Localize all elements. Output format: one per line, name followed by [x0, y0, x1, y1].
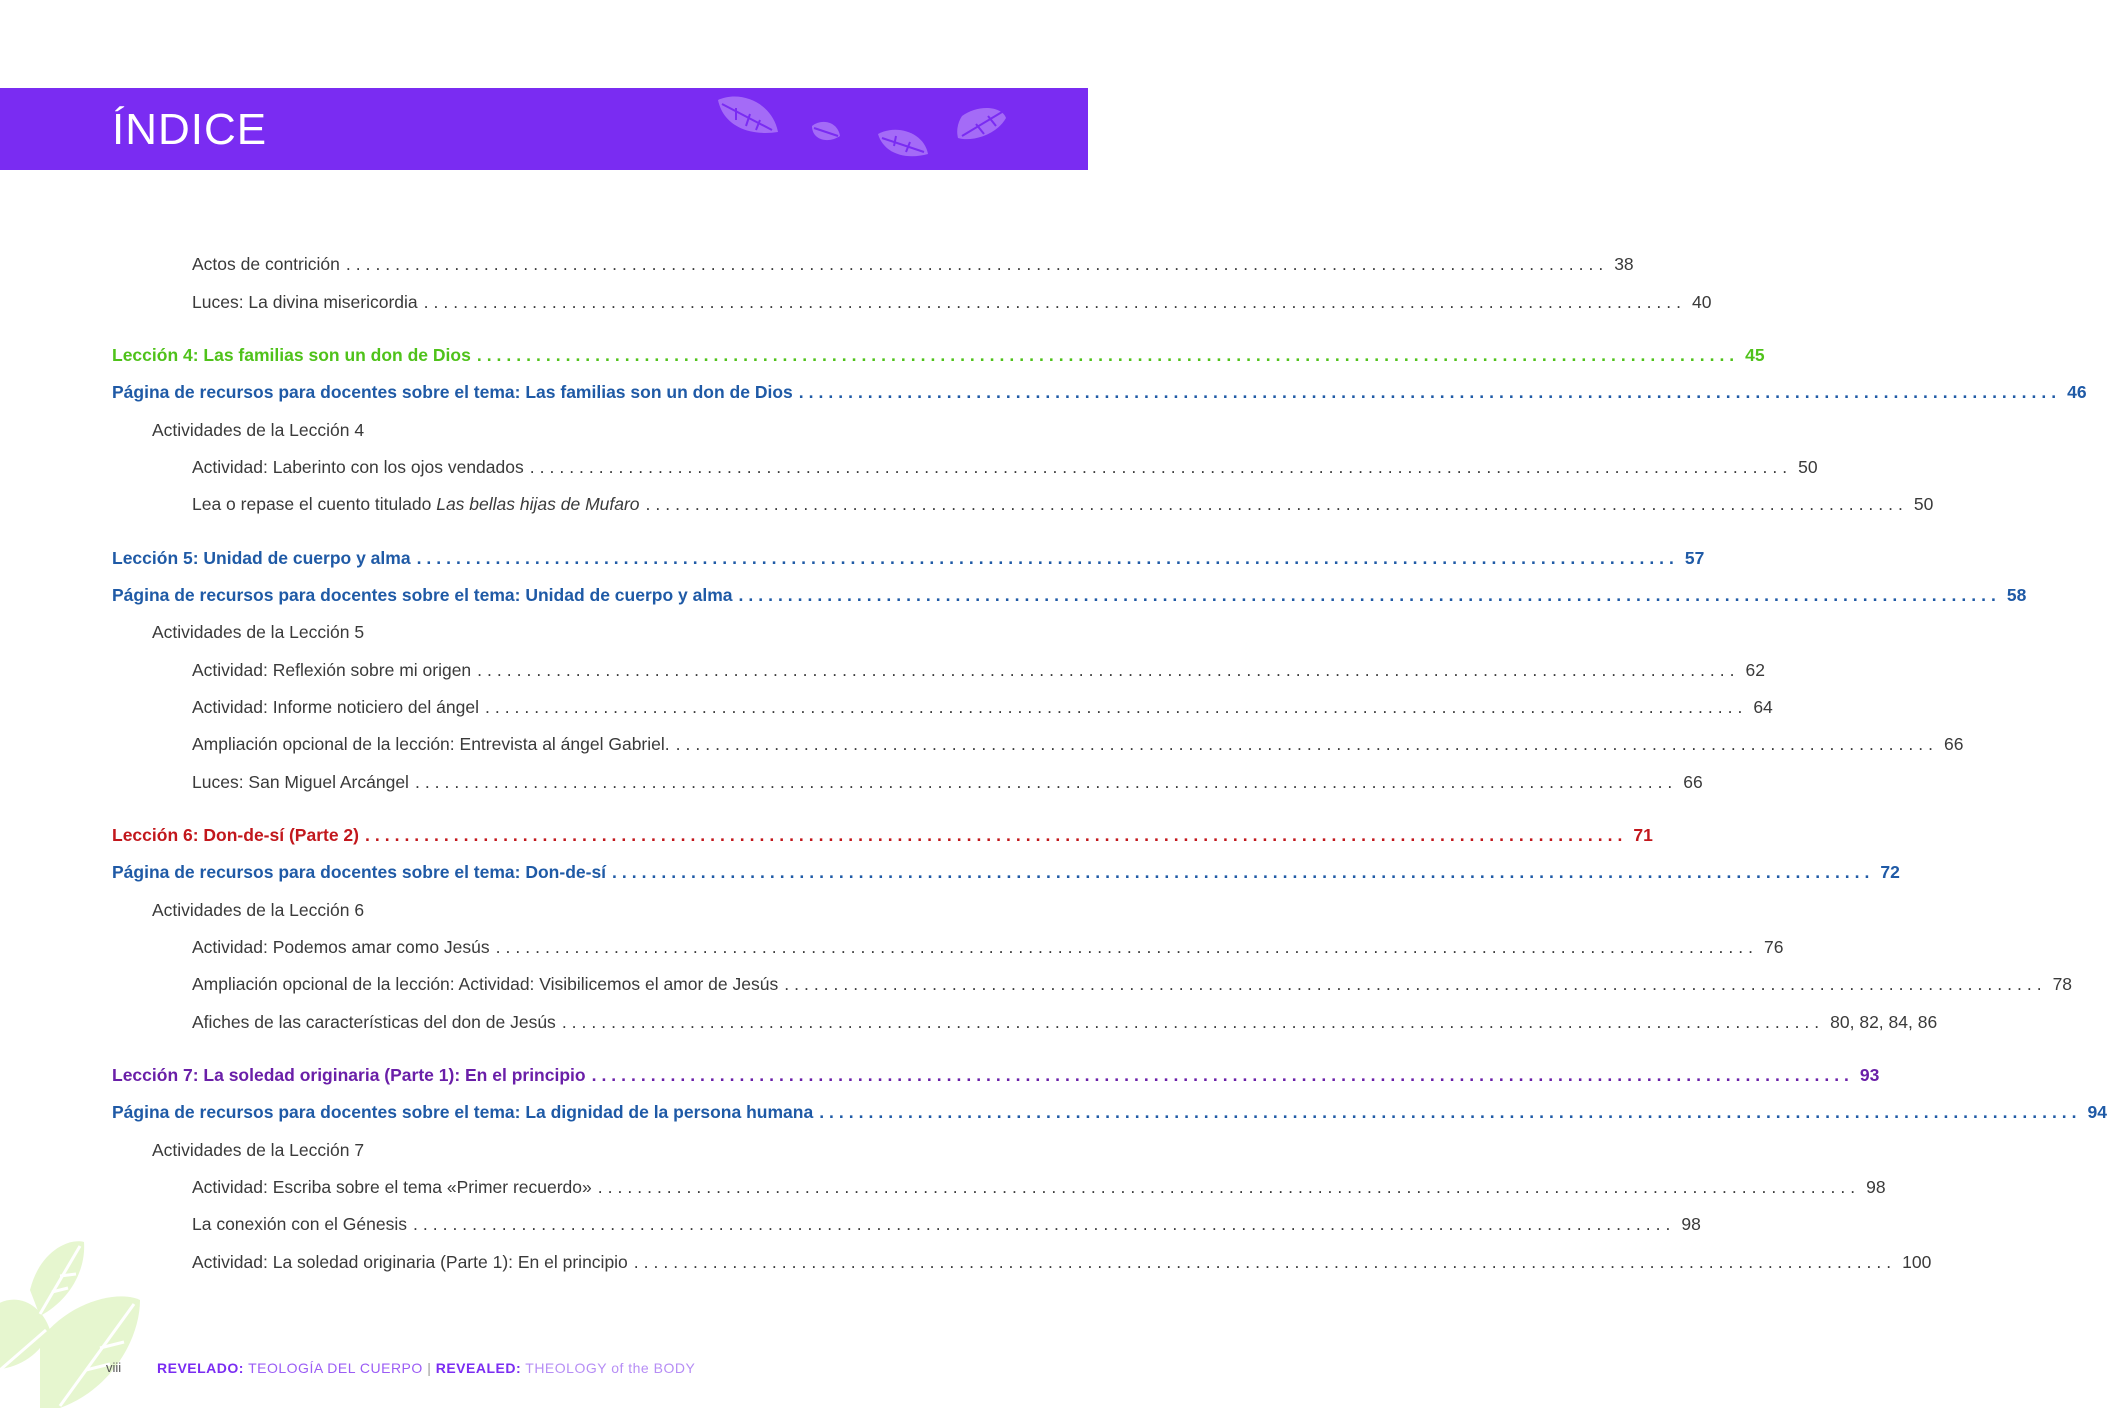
toc-lesson[interactable] — [112, 546, 1705, 570]
toc-entry-page: 93 — [1859, 1065, 1880, 1085]
toc-leader: ................................................................................................................................ — [591, 1065, 1854, 1085]
toc-entry-page: 98 — [1681, 1214, 1701, 1234]
toc-entry-page: 94 — [2087, 1102, 2107, 1122]
toc-lesson[interactable] — [112, 823, 1653, 847]
corner-leaf-icon — [0, 1230, 150, 1408]
toc-entry[interactable] — [192, 1250, 1932, 1274]
toc-entry-label: Página de recursos para docentes sobre el tema: La dignidad de la persona humana — [112, 1102, 814, 1122]
toc-entry[interactable] — [192, 1212, 1701, 1236]
toc-entry-label: Ampliación opcional de la lección: Entrevista al ángel Gabriel. — [192, 734, 670, 754]
toc-entry-label: Actividades de la Lección 4 — [152, 420, 365, 440]
toc-entry-page: 71 — [1633, 825, 1653, 845]
toc-leader: ................................................................................................................................ — [495, 937, 1758, 957]
toc-entry-label: Ampliación opcional de la lección: Actividad: Visibilicemos el amor de Jesús — [192, 974, 779, 994]
toc-entry-page: 62 — [1745, 660, 1765, 680]
toc-leader: ................................................................................................................................ — [414, 772, 1678, 792]
toc-entry-page: 66 — [1683, 772, 1703, 792]
toc-entry[interactable] — [192, 290, 1712, 314]
toc-resource[interactable] — [112, 1100, 2107, 1124]
toc-leader: ................................................................................................................................ — [645, 494, 1908, 514]
toc-leader: ................................................................................................................................ — [561, 1012, 1825, 1032]
toc-resource[interactable] — [112, 860, 1900, 884]
toc-leader: ................................................................................................................................ — [612, 862, 1875, 882]
toc-leader: ................................................................................................................................ — [819, 1102, 2082, 1122]
toc-entry-label: Actividad: Reflexión sobre mi origen — [192, 660, 472, 680]
toc-entry-page: 58 — [2006, 585, 2027, 605]
toc-entry-page: 98 — [1866, 1177, 1886, 1197]
toc-entry[interactable] — [192, 252, 1634, 276]
toc-entry-label: Luces: La divina misericordia — [192, 292, 418, 312]
leaf-decoration-icon — [700, 88, 1030, 170]
toc-entry-label: Actividad: Podemos amar como Jesús — [192, 937, 490, 957]
toc-resource[interactable] — [112, 583, 2027, 607]
toc-entry-label: Actividad: Escriba sobre el tema «Primer recuerdo» — [192, 1177, 592, 1197]
brand-en-bold: REVEALED: — [435, 1360, 522, 1376]
toc-entry-label-title: Las bellas hijas de Mufaro — [436, 494, 640, 514]
toc-entry-label: La conexión con el Génesis — [192, 1214, 407, 1234]
toc-entry-label: Actividad: La soledad originaria (Parte 1): En el principio — [192, 1252, 628, 1272]
toc-section[interactable] — [152, 620, 976, 644]
toc-entry-label: Afiches de las características del don de Jesús — [192, 1012, 556, 1032]
toc-leader: ................................................................................................................................ — [798, 382, 2062, 402]
toc-entry-page: 80, 82, 84, 86 — [1830, 1012, 1938, 1032]
toc-resource[interactable] — [112, 380, 2087, 404]
toc-entry-page: 64 — [1753, 697, 1773, 717]
toc-entry-page: 100 — [1902, 1252, 1932, 1272]
toc-entry-page: 76 — [1763, 937, 1784, 957]
toc-entry-label: Lección 4: Las familias son un don de Dios — [112, 345, 471, 365]
toc-entry-label: Lección 5: Unidad de cuerpo y alma — [112, 548, 411, 568]
toc-entry-label: Actividad: Informe noticiero del ángel — [192, 697, 479, 717]
toc-entry-page: 66 — [1943, 734, 1964, 754]
toc-entry-page: 38 — [1614, 254, 1634, 274]
brand-en: THEOLOGY of the BODY — [525, 1360, 696, 1376]
toc-leader: ................................................................................................................................ — [675, 734, 1938, 754]
toc-section[interactable] — [152, 418, 976, 442]
toc-leader: ................................................................................................................................ — [784, 974, 2047, 994]
toc-leader: ................................................................................................................................ — [477, 660, 1740, 680]
toc-entry-page: 50 — [1913, 494, 1934, 514]
toc-entry[interactable] — [192, 455, 1818, 479]
toc-section[interactable] — [152, 1138, 976, 1162]
toc-entry[interactable] — [192, 770, 1703, 794]
toc-leader: ................................................................................................................................ — [413, 1214, 1676, 1234]
toc-entry[interactable] — [192, 695, 1773, 719]
toc-entry-page: 40 — [1692, 292, 1712, 312]
toc-entry[interactable] — [192, 935, 1784, 959]
toc-entry-label: Luces: San Miguel Arcángel — [192, 772, 409, 792]
toc-lesson[interactable] — [112, 1063, 1880, 1087]
toc-entry-label: Actividades de la Lección 6 — [152, 900, 365, 920]
toc-entry-page: 72 — [1880, 862, 1900, 882]
toc-entry-page: 57 — [1684, 548, 1705, 568]
toc-leader: ................................................................................................................................ — [738, 585, 2001, 605]
toc-section[interactable] — [152, 898, 976, 922]
toc-leader: ................................................................................................................................ — [476, 345, 1740, 365]
toc-entry-label: Página de recursos para docentes sobre el tema: Don-de-sí — [112, 862, 607, 882]
toc-entry[interactable] — [192, 972, 2073, 996]
toc-leader: ................................................................................................................................ — [597, 1177, 1861, 1197]
brand-es-bold: REVELADO: — [157, 1360, 244, 1376]
toc-leader: ................................................................................................................................ — [529, 457, 1793, 477]
toc-entry-label: Lección 6: Don-de-sí (Parte 2) — [112, 825, 359, 845]
toc-entry-label-text: Lea o repase el cuento titulado — [192, 494, 437, 514]
toc-entry-page: 46 — [2067, 382, 2087, 402]
toc-entry-label: Página de recursos para docentes sobre el tema: Unidad de cuerpo y alma — [112, 585, 733, 605]
toc-entry-label: Lección 7: La soledad originaria (Parte 1): En el principio — [112, 1065, 586, 1085]
toc-entry-label: Página de recursos para docentes sobre el tema: Las familias son un don de Dios — [112, 382, 793, 402]
toc-entry-label: Actos de contrición — [192, 254, 340, 274]
toc-entry-page: 45 — [1745, 345, 1765, 365]
brand-es: TEOLOGÍA DEL CUERPO — [248, 1360, 423, 1376]
footer-brand — [157, 1360, 695, 1376]
toc-leader: ................................................................................................................................ — [365, 825, 1628, 845]
toc-entry-page: 50 — [1798, 457, 1818, 477]
toc-leader: ................................................................................................................................ — [633, 1252, 1897, 1272]
toc-leader: ................................................................................................................................ — [484, 697, 1748, 717]
toc-entry-label: Actividad: Laberinto con los ojos vendados — [192, 457, 524, 477]
toc-entry-page: 78 — [2052, 974, 2073, 994]
toc-leader: ................................................................................................................................ — [345, 254, 1609, 274]
toc-entry[interactable] — [192, 492, 1934, 516]
toc-entry-label — [192, 492, 640, 516]
toc-entry[interactable] — [192, 658, 1765, 682]
toc-entry-label: Actividades de la Lección 7 — [152, 1140, 365, 1160]
brand-separator: | — [427, 1360, 432, 1376]
toc-entry[interactable] — [192, 1010, 1938, 1034]
toc-lesson[interactable] — [112, 343, 1765, 367]
toc-leader: ................................................................................................................................ — [423, 292, 1687, 312]
page-title: ÍNDICE — [112, 105, 268, 154]
page-number: viii — [106, 1360, 122, 1375]
toc-leader: ................................................................................................................................ — [416, 548, 1679, 568]
toc-entry[interactable] — [192, 1175, 1886, 1199]
toc-entry-label: Actividades de la Lección 5 — [152, 622, 365, 642]
toc-entry[interactable] — [192, 732, 1964, 756]
